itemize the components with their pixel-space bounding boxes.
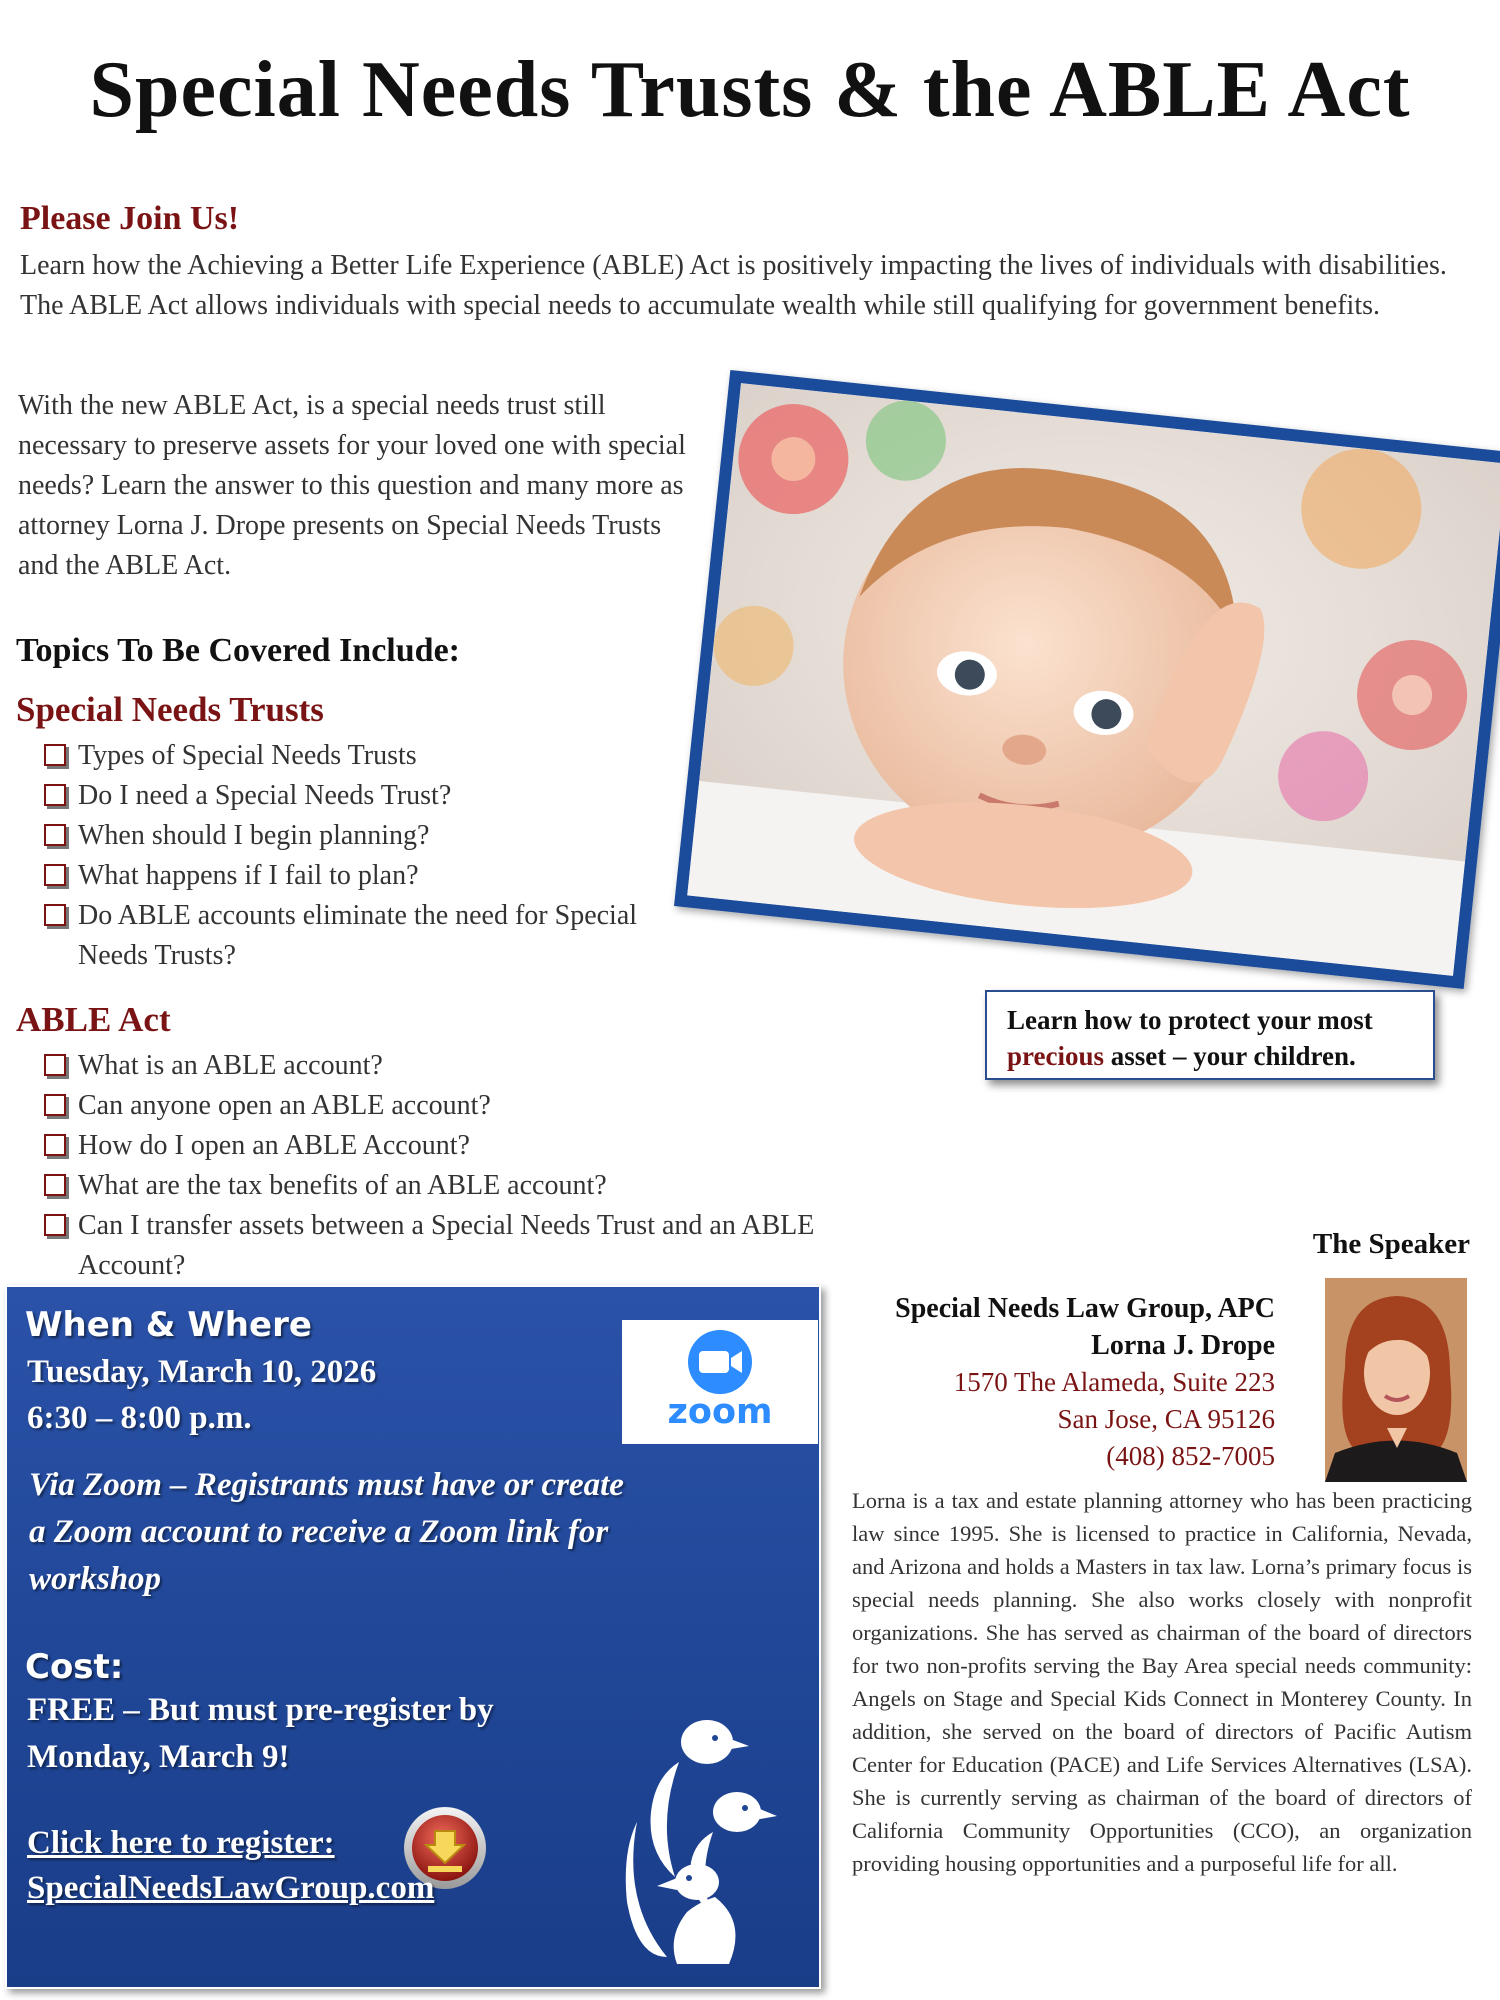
when-where-heading: When & Where — [25, 1305, 312, 1345]
checkbox-icon — [44, 824, 66, 846]
list-item: Do ABLE accounts eliminate the need for Special Needs Trusts? — [44, 896, 664, 976]
able-heading: ABLE Act — [16, 1000, 171, 1039]
zoom-note: Via Zoom – Registrants must have or create a Zoom account to receive a Zoom link for workshop — [29, 1467, 624, 1597]
checkbox-icon — [44, 1094, 66, 1116]
zoom-logo — [622, 1320, 818, 1444]
callout-line1: Learn how to protect your most — [1007, 1005, 1373, 1035]
checkbox-icon — [44, 904, 66, 926]
checkbox-icon — [44, 784, 66, 806]
event-time: 6:30 – 8:00 p.m. — [27, 1400, 252, 1436]
callout-accent: precious — [1007, 1041, 1105, 1071]
zoom-wordmark: zoom — [667, 1392, 773, 1432]
address-line2: San Jose, CA 95126 — [1057, 1404, 1275, 1434]
baby-photo-illustration — [687, 383, 1500, 976]
checkbox-icon — [44, 1214, 66, 1236]
checkbox-icon — [44, 1174, 66, 1196]
intro-heading: Please Join Us! — [20, 200, 240, 237]
list-item: Can anyone open an ABLE account? — [44, 1086, 864, 1126]
baby-photo — [674, 370, 1500, 989]
cost-heading: Cost: — [25, 1647, 124, 1687]
tagline-callout — [985, 990, 1435, 1080]
speaker-contact — [820, 1290, 1275, 1475]
list-item: What happens if I fail to plan? — [44, 856, 664, 896]
speaker-heading: The Speaker — [1312, 1228, 1470, 1260]
list-item: How do I open an ABLE Account? — [44, 1126, 864, 1166]
checkbox-icon — [44, 864, 66, 886]
able-topic-list — [44, 1046, 864, 1286]
speaker-name: Lorna J. Drope — [1091, 1330, 1275, 1361]
speaker-bio: Lorna is a tax and estate planning attorney who has been practicing law since 1995. She is licensed to practice in California, Nevada, and Arizona and holds a Masters in tax law. Lorna’s primary focus is special needs planning. She also works closely with nonprofit organizations. She has served as chairman of the board of directors for two non-profits serving the Bay Area special needs community: Angels on Stage and Special Kids Connect in Monterey County. In addition, she served on the board of directors of Pacific Autism Center for Education (PACE) and Life Services Alternatives (LSA). She is currently serving as chairman of the board of directors of California Community Opportunities (CCO), an organization providing housing opportunities and a purposeful life for all. — [852, 1488, 1472, 1876]
callout-line2: asset – your children. — [1104, 1041, 1356, 1071]
checkbox-icon — [44, 744, 66, 766]
list-item: Do I need a Special Needs Trust? — [44, 776, 664, 816]
cost-text: FREE – But must pre-register by Monday, March 9! — [27, 1692, 494, 1775]
speaker-photo — [1325, 1278, 1467, 1482]
topics-heading: Topics To Be Covered Include: — [16, 632, 460, 669]
snt-heading: Special Needs Trusts — [16, 690, 324, 729]
page-title: Special Needs Trusts & the ABLE Act — [89, 46, 1411, 134]
list-item: What is an ABLE account? — [44, 1046, 864, 1086]
intro-paragraph: Learn how the Achieving a Better Life Experience (ABLE) Act is positively impacting the lives of individuals with disabilities. The ABLE Act allows individuals with special needs to accumulate wealth while still qualifying for government benefits. — [20, 250, 1447, 321]
phone-number: (408) 852-7005 — [1106, 1441, 1275, 1471]
address-line1: 1570 The Alameda, Suite 223 — [953, 1367, 1275, 1397]
website-link[interactable]: SpecialNeedsLawGroup.com — [27, 1870, 435, 1906]
checkbox-icon — [44, 1054, 66, 1076]
list-item: Can I transfer assets between a Special Needs Trust and an ABLE Account? — [44, 1206, 864, 1286]
question-paragraph: With the new ABLE Act, is a special needs trust still necessary to preserve assets for your loved one with special needs? Learn the answer to this question and many more as attorney Lorna J. Drope presents on Special Needs Trusts and the ABLE Act. — [18, 390, 686, 581]
firm-name: Special Needs Law Group, APC — [895, 1293, 1275, 1324]
snt-topic-list — [44, 736, 664, 976]
list-item: What are the tax benefits of an ABLE account? — [44, 1166, 864, 1206]
list-item: Types of Special Needs Trusts — [44, 736, 664, 776]
list-item: When should I begin planning? — [44, 816, 664, 856]
event-info-panel — [5, 1285, 821, 1989]
event-date: Tuesday, March 10, 2026 — [27, 1354, 377, 1390]
checkbox-icon — [44, 1134, 66, 1156]
register-link[interactable]: Click here to register: — [27, 1825, 335, 1861]
penguin-logo — [617, 1702, 817, 1972]
